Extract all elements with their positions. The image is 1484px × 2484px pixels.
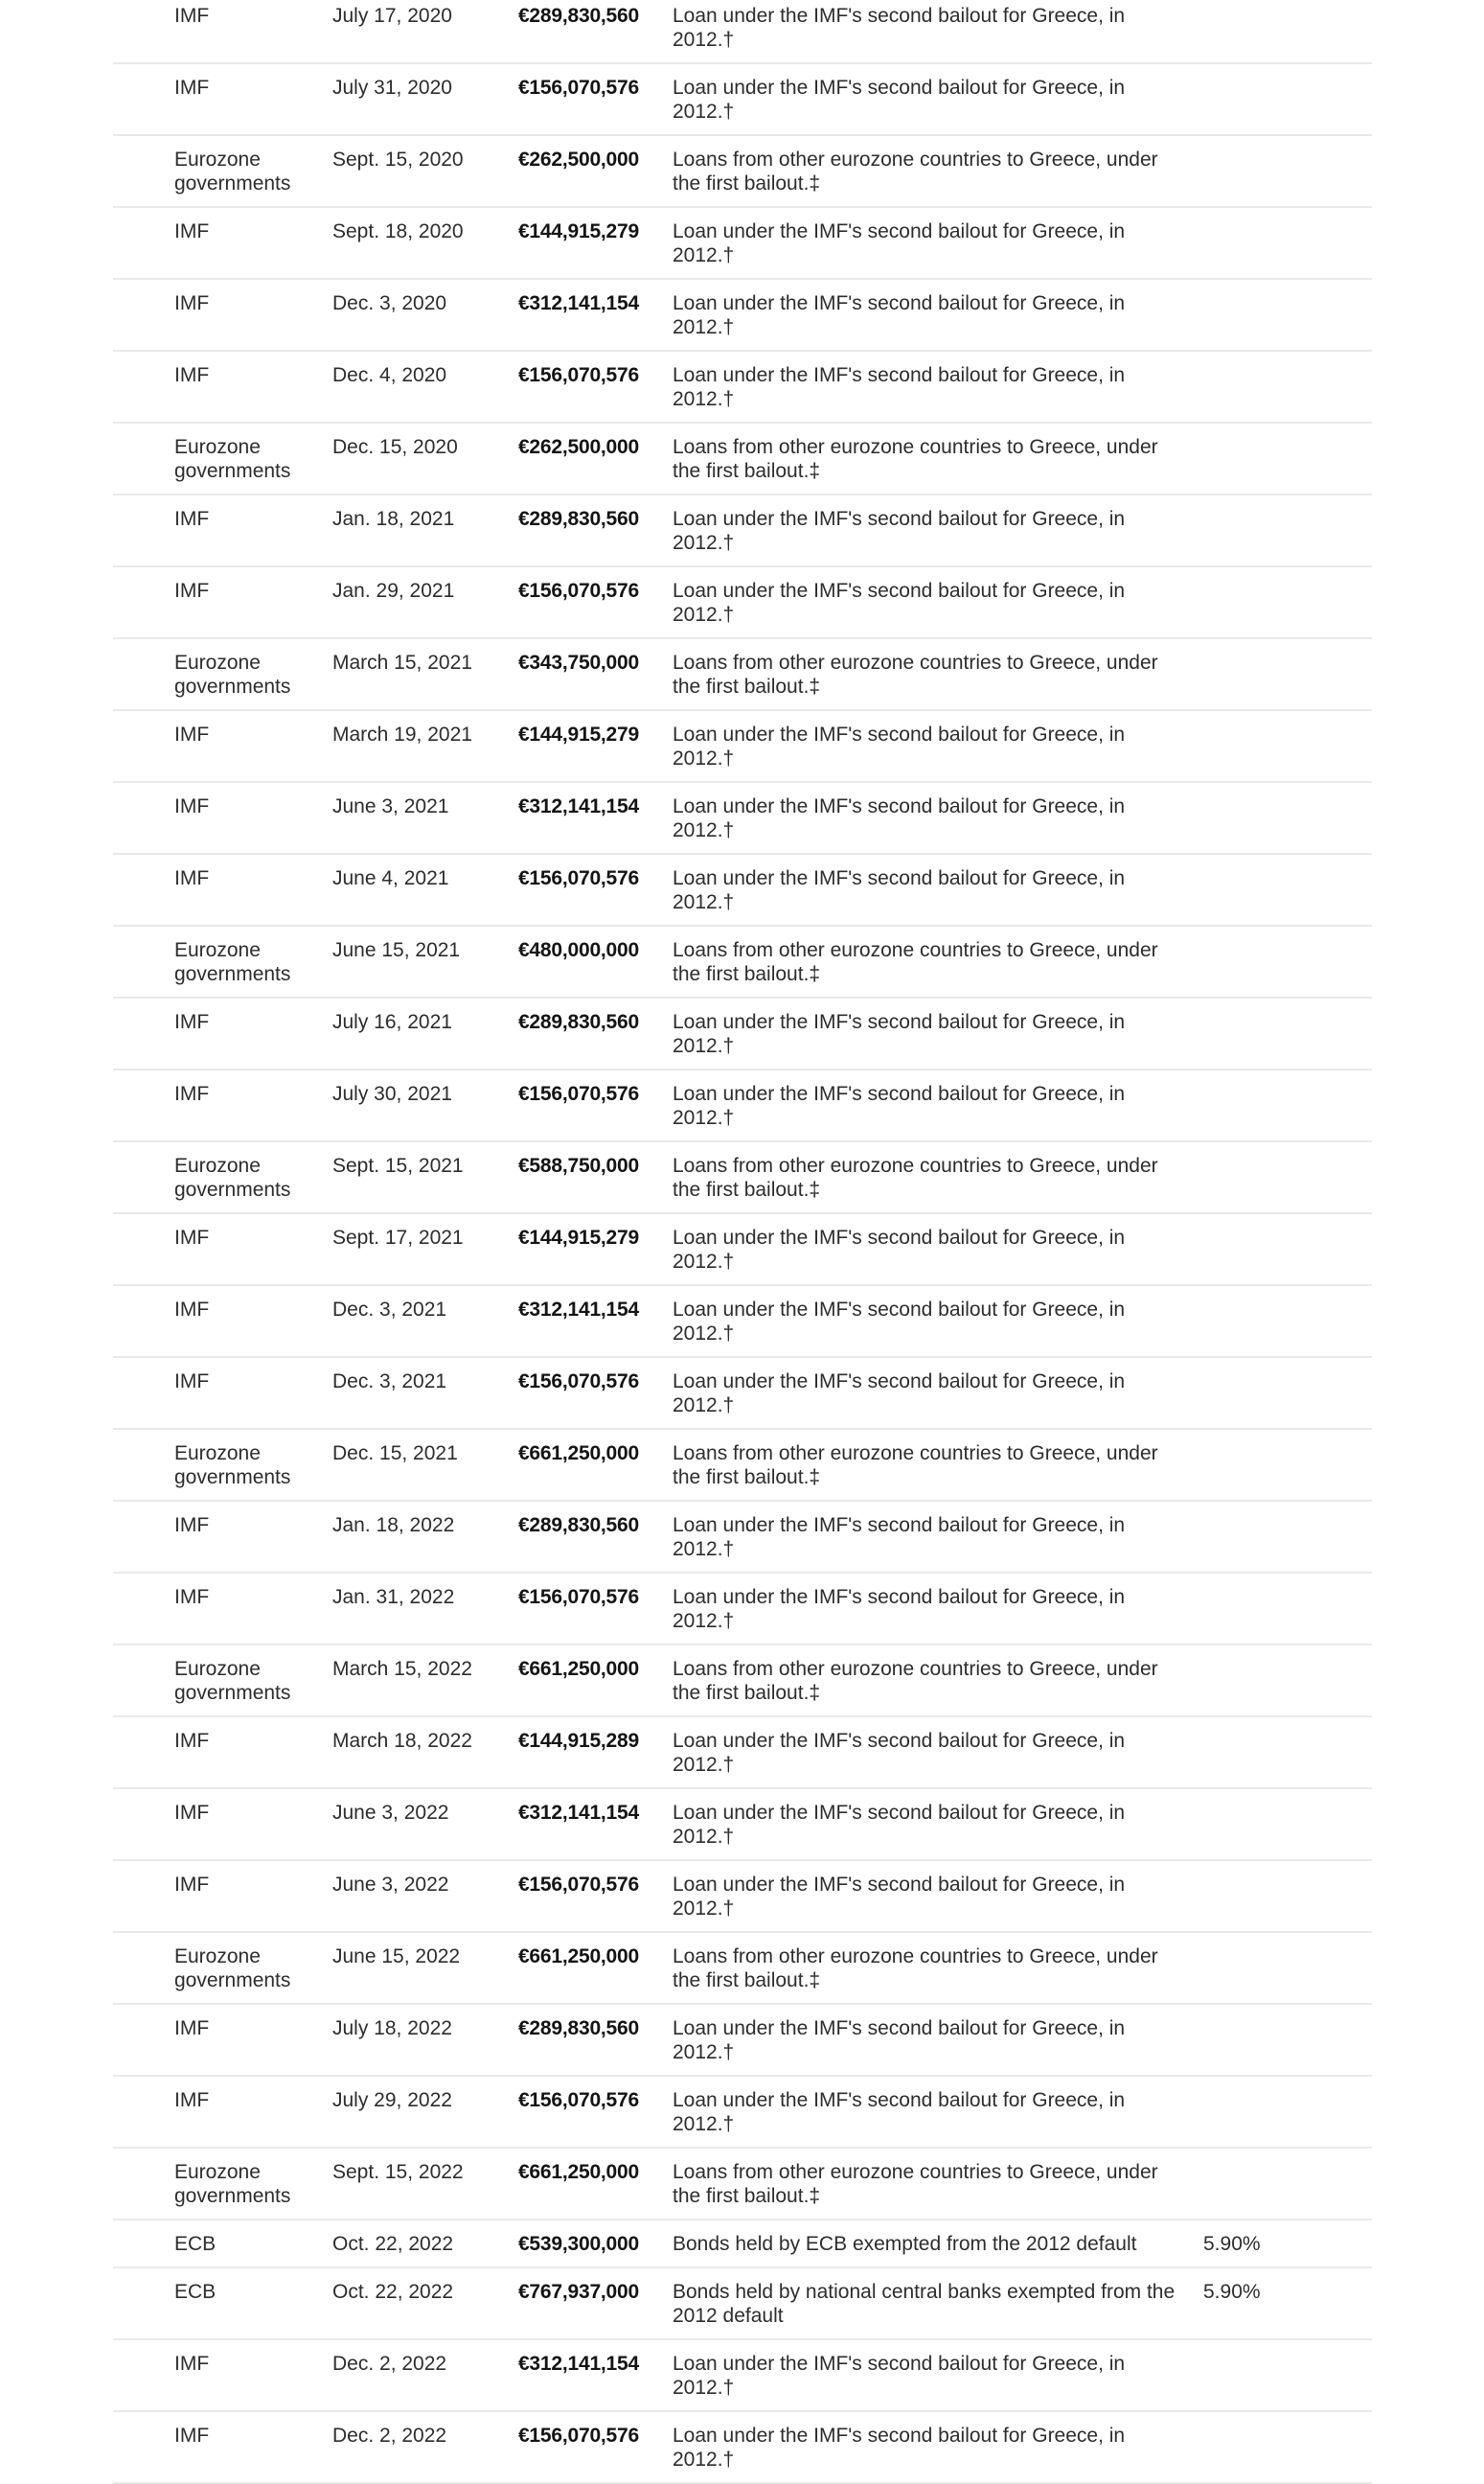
description-cell: Loan under the IMF's second bailout for Greece, in 2012.† (673, 508, 1126, 554)
date-cell: July 30, 2021 (332, 1083, 452, 1105)
table-row (113, 2268, 1372, 2340)
description-cell: Loans from other eurozone countries to Greece, under the first bailout.‡ (673, 652, 1158, 698)
description-cell: Loan under the IMF's second bailout for Greece, in 2012.† (673, 1514, 1126, 1560)
date-cell: June 3, 2021 (332, 795, 449, 817)
amount-cell: €343,750,000 (517, 652, 639, 674)
rate-cell: 5.90% (1203, 2233, 1261, 2255)
description-cell: Loan under the IMF's second bailout for Greece, in 2012.† (673, 1730, 1126, 1776)
amount-cell: €767,937,000 (517, 2281, 639, 2303)
creditor-cell: IMF (174, 580, 210, 602)
creditor-cell: Eurozone governments (174, 436, 291, 482)
amount-cell: €539,300,000 (517, 2233, 639, 2255)
description-cell: Loan under the IMF's second bailout for Greece, in 2012.† (673, 1370, 1126, 1416)
creditor-cell: IMF (174, 1514, 210, 1536)
description-cell: Loan under the IMF's second bailout for Greece, in 2012.† (673, 220, 1126, 266)
table-row (113, 2077, 1372, 2149)
amount-cell: €144,915,279 (517, 1227, 639, 1249)
amount-cell: €156,070,576 (517, 2089, 639, 2111)
amount-cell: €289,830,560 (517, 5, 639, 27)
date-cell: Jan. 18, 2022 (332, 1514, 455, 1536)
date-cell: July 31, 2020 (332, 77, 452, 99)
amount-cell: €480,000,000 (517, 939, 639, 961)
table-row (113, 1717, 1372, 1789)
date-cell: July 18, 2022 (332, 2017, 452, 2039)
table-row (113, 64, 1372, 136)
description-cell: Loan under the IMF's second bailout for Greece, in 2012.† (673, 1011, 1126, 1057)
table-row (113, 136, 1372, 208)
description-cell: Loans from other eurozone countries to Greece, under the first bailout.‡ (673, 1658, 1158, 1704)
table-row (113, 352, 1372, 424)
table-row (113, 1286, 1372, 1358)
table-row (113, 1430, 1372, 1502)
table-row (113, 495, 1372, 567)
description-cell: Loan under the IMF's second bailout for Greece, in 2012.† (673, 2017, 1126, 2063)
table-row (113, 1142, 1372, 1214)
creditor-cell: Eurozone governments (174, 2161, 291, 2207)
creditor-cell: IMF (174, 1586, 210, 1608)
description-cell: Loan under the IMF's second bailout for Greece, in 2012.† (673, 724, 1126, 770)
table-row (113, 0, 1372, 64)
amount-cell: €156,070,576 (517, 77, 639, 99)
description-cell: Loan under the IMF's second bailout for Greece, in 2012.† (673, 2353, 1126, 2399)
creditor-cell: IMF (174, 2425, 210, 2447)
date-cell: Sept. 15, 2020 (332, 149, 464, 171)
table-row (113, 639, 1372, 711)
creditor-cell: IMF (174, 1011, 210, 1033)
amount-cell: €144,915,279 (517, 724, 639, 746)
date-cell: Dec. 2, 2022 (332, 2353, 447, 2375)
description-cell: Loan under the IMF's second bailout for Greece, in 2012.† (673, 1802, 1126, 1848)
table-row (113, 1070, 1372, 1142)
description-cell: Loans from other eurozone countries to Greece, under the first bailout.‡ (673, 149, 1158, 195)
date-cell: June 3, 2022 (332, 1802, 449, 1824)
date-cell: July 17, 2020 (332, 5, 452, 27)
creditor-cell: IMF (174, 292, 210, 314)
amount-cell: €156,070,576 (517, 1083, 639, 1105)
creditor-cell: IMF (174, 508, 210, 530)
description-cell: Loan under the IMF's second bailout for Greece, in 2012.† (673, 1586, 1126, 1632)
date-cell: Dec. 3, 2020 (332, 292, 447, 314)
date-cell: Sept. 15, 2021 (332, 1155, 464, 1177)
date-cell: March 15, 2022 (332, 1658, 472, 1680)
amount-cell: €144,915,289 (517, 1730, 639, 1752)
table-row (113, 999, 1372, 1070)
description-cell: Loan under the IMF's second bailout for Greece, in 2012.† (673, 5, 1126, 51)
table-row (113, 711, 1372, 783)
creditor-cell: Eurozone governments (174, 1945, 291, 1991)
creditor-cell: IMF (174, 795, 210, 817)
description-cell: Loan under the IMF's second bailout for Greece, in 2012.† (673, 867, 1126, 913)
description-cell: Loan under the IMF's second bailout for Greece, in 2012.† (673, 364, 1126, 410)
creditor-cell: Eurozone governments (174, 1155, 291, 1201)
description-cell: Loan under the IMF's second bailout for Greece, in 2012.† (673, 292, 1126, 338)
amount-cell: €312,141,154 (517, 2353, 639, 2375)
table-row (113, 2340, 1372, 2412)
date-cell: Jan. 31, 2022 (332, 1586, 455, 1608)
date-cell: March 19, 2021 (332, 724, 472, 746)
table-row (113, 1645, 1372, 1717)
table-row (113, 1861, 1372, 1933)
amount-cell: €156,070,576 (517, 2425, 639, 2447)
creditor-cell: IMF (174, 867, 210, 889)
amount-cell: €156,070,576 (517, 1370, 639, 1392)
creditor-cell: IMF (174, 1802, 210, 1824)
creditor-cell: IMF (174, 5, 210, 27)
table-row (113, 1502, 1372, 1574)
creditor-cell: Eurozone governments (174, 1442, 291, 1488)
table-row (113, 783, 1372, 855)
table-row (113, 567, 1372, 639)
description-cell: Loan under the IMF's second bailout for Greece, in 2012.† (673, 1227, 1126, 1273)
date-cell: June 15, 2021 (332, 939, 461, 961)
date-cell: Sept. 15, 2022 (332, 2161, 464, 2183)
creditor-cell: Eurozone governments (174, 939, 291, 985)
creditor-cell: IMF (174, 1370, 210, 1392)
date-cell: Oct. 22, 2022 (332, 2281, 454, 2303)
amount-cell: €289,830,560 (517, 1011, 639, 1033)
date-cell: Sept. 18, 2020 (332, 220, 464, 242)
table-row (113, 927, 1372, 999)
creditor-cell: IMF (174, 724, 210, 746)
amount-cell: €289,830,560 (517, 2017, 639, 2039)
amount-cell: €156,070,576 (517, 580, 639, 602)
date-cell: June 3, 2022 (332, 1874, 449, 1896)
amount-cell: €156,070,576 (517, 867, 639, 889)
table-row (113, 855, 1372, 927)
table-row (113, 280, 1372, 352)
creditor-cell: Eurozone governments (174, 1658, 291, 1704)
date-cell: Dec. 3, 2021 (332, 1299, 447, 1321)
amount-cell: €289,830,560 (517, 508, 639, 530)
table-row (113, 1933, 1372, 2005)
creditor-cell: Eurozone governments (174, 652, 291, 698)
debt-repayments-table (113, 0, 1372, 2484)
creditor-cell: IMF (174, 1227, 210, 1249)
description-cell: Loan under the IMF's second bailout for Greece, in 2012.† (673, 2425, 1126, 2471)
description-cell: Loans from other eurozone countries to Greece, under the first bailout.‡ (673, 1155, 1158, 1201)
table-row (113, 2412, 1372, 2484)
date-cell: March 18, 2022 (332, 1730, 472, 1752)
amount-cell: €144,915,279 (517, 220, 639, 242)
date-cell: June 15, 2022 (332, 1945, 461, 1967)
amount-cell: €289,830,560 (517, 1514, 639, 1536)
table-row (113, 1358, 1372, 1430)
date-cell: Dec. 3, 2021 (332, 1370, 447, 1392)
date-cell: June 4, 2021 (332, 867, 449, 889)
date-cell: July 29, 2022 (332, 2089, 452, 2111)
table-row (113, 2005, 1372, 2077)
date-cell: March 15, 2021 (332, 652, 472, 674)
amount-cell: €661,250,000 (517, 1945, 639, 1967)
creditor-cell: Eurozone governments (174, 149, 291, 195)
date-cell: Dec. 15, 2021 (332, 1442, 458, 1464)
creditor-cell: IMF (174, 2089, 210, 2111)
table-row (113, 208, 1372, 280)
table-row (113, 2149, 1372, 2220)
creditor-cell: IMF (174, 77, 210, 99)
amount-cell: €588,750,000 (517, 1155, 639, 1177)
amount-cell: €312,141,154 (517, 292, 639, 314)
description-cell: Loans from other eurozone countries to Greece, under the first bailout.‡ (673, 939, 1158, 985)
table-row (113, 1214, 1372, 1286)
amount-cell: €661,250,000 (517, 1658, 639, 1680)
amount-cell: €156,070,576 (517, 1586, 639, 1608)
creditor-cell: ECB (174, 2233, 217, 2255)
description-cell: Bonds held by ECB exempted from the 2012 default (673, 2233, 1137, 2255)
date-cell: Dec. 15, 2020 (332, 436, 458, 458)
description-cell: Loans from other eurozone countries to Greece, under the first bailout.‡ (673, 1442, 1158, 1488)
date-cell: Sept. 17, 2021 (332, 1227, 464, 1249)
table-row (113, 1574, 1372, 1645)
description-cell: Loan under the IMF's second bailout for Greece, in 2012.† (673, 580, 1126, 626)
creditor-cell: IMF (174, 1874, 210, 1896)
amount-cell: €312,141,154 (517, 1802, 639, 1824)
table-row (113, 424, 1372, 495)
date-cell: Jan. 18, 2021 (332, 508, 455, 530)
date-cell: Dec. 4, 2020 (332, 364, 447, 386)
creditor-cell: IMF (174, 1730, 210, 1752)
description-cell: Loan under the IMF's second bailout for Greece, in 2012.† (673, 77, 1126, 123)
creditor-cell: IMF (174, 2017, 210, 2039)
creditor-cell: IMF (174, 220, 210, 242)
description-cell: Loan under the IMF's second bailout for Greece, in 2012.† (673, 795, 1126, 841)
amount-cell: €661,250,000 (517, 1442, 639, 1464)
amount-cell: €312,141,154 (517, 795, 639, 817)
amount-cell: €312,141,154 (517, 1299, 639, 1321)
description-cell: Loans from other eurozone countries to Greece, under the first bailout.‡ (673, 436, 1158, 482)
description-cell: Loans from other eurozone countries to Greece, under the first bailout.‡ (673, 1945, 1158, 1991)
creditor-cell: IMF (174, 364, 210, 386)
date-cell: Jan. 29, 2021 (332, 580, 455, 602)
table-row (113, 1789, 1372, 1861)
description-cell: Loan under the IMF's second bailout for Greece, in 2012.† (673, 1083, 1126, 1129)
date-cell: Oct. 22, 2022 (332, 2233, 454, 2255)
rate-cell: 5.90% (1203, 2281, 1261, 2303)
amount-cell: €156,070,576 (517, 1874, 639, 1896)
amount-cell: €262,500,000 (517, 436, 639, 458)
date-cell: Dec. 2, 2022 (332, 2425, 447, 2447)
creditor-cell: IMF (174, 2353, 210, 2375)
creditor-cell: ECB (174, 2281, 217, 2303)
amount-cell: €661,250,000 (517, 2161, 639, 2183)
description-cell: Loans from other eurozone countries to Greece, under the first bailout.‡ (673, 2161, 1158, 2207)
description-cell: Bonds held by national central banks exempted from the 2012 default (673, 2281, 1176, 2327)
description-cell: Loan under the IMF's second bailout for Greece, in 2012.† (673, 1299, 1126, 1345)
amount-cell: €262,500,000 (517, 149, 639, 171)
creditor-cell: IMF (174, 1083, 210, 1105)
table-row (113, 2220, 1372, 2268)
description-cell: Loan under the IMF's second bailout for Greece, in 2012.† (673, 1874, 1126, 1920)
description-cell: Loan under the IMF's second bailout for Greece, in 2012.† (673, 2089, 1126, 2135)
amount-cell: €156,070,576 (517, 364, 639, 386)
creditor-cell: IMF (174, 1299, 210, 1321)
date-cell: July 16, 2021 (332, 1011, 452, 1033)
